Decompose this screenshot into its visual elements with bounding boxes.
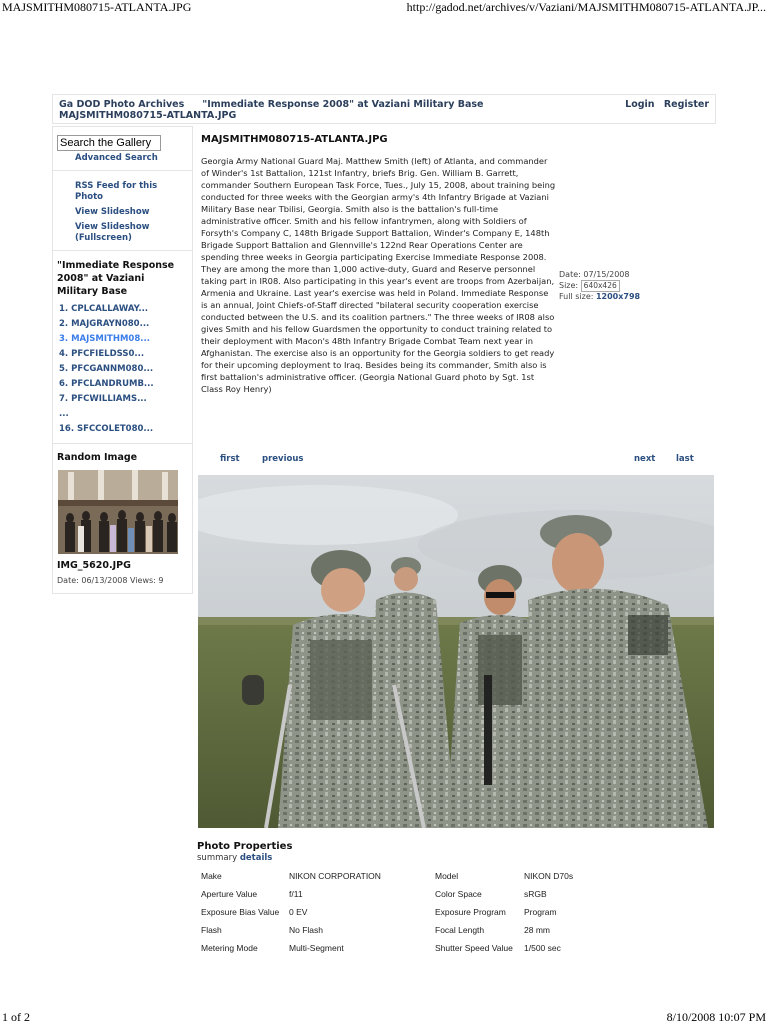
nav-first-link[interactable]: first [220,454,240,464]
property-key: Focal Length [435,925,485,935]
album-item[interactable]: 4. PFCFIELDSS0... [59,349,145,359]
size-label: Size: [559,281,579,290]
property-value: sRGB [524,889,547,899]
photo-title: MAJSMITHM080715-ATLANTA.JPG [201,134,388,145]
photo-properties-tabs [197,853,272,863]
search-block [52,126,193,171]
album-item[interactable]: 1. CPLCALLAWAY... [59,304,149,314]
view-slideshow-link[interactable]: View Slideshow [75,207,150,217]
property-value: Program [524,907,557,917]
search-input[interactable] [57,135,161,151]
nav-previous-link[interactable]: previous [262,454,304,464]
random-image-meta: Date: 06/13/2008 Views: 9 [57,576,164,585]
tab-details[interactable]: details [239,853,273,863]
album-item[interactable]: 6. PFCLANDRUMB... [59,379,154,389]
property-key: Flash [201,925,222,935]
advanced-search-link[interactable]: Advanced Search [75,153,158,163]
photo-date: Date: 07/15/2008 [559,270,630,279]
property-value: 1/500 sec [524,943,561,953]
full-size-label: Full size: [559,292,594,301]
property-value: NIKON D70s [524,871,574,881]
sidebar [52,126,193,594]
photo-size [559,280,640,292]
property-value: No Flash [289,925,324,935]
login-link[interactable]: Login [625,99,655,110]
property-key: Exposure Bias Value [201,907,280,917]
property-key: Model [435,871,459,881]
property-value: 0 EV [289,907,308,917]
breadcrumb [59,99,599,121]
photo-properties-table [199,867,586,957]
table-row [199,867,586,885]
album-item[interactable]: 7. PFCWILLIAMS... [59,394,147,404]
photo-full-size [559,292,640,302]
register-link[interactable]: Register [663,99,709,110]
photo-description: Georgia Army National Guard Maj. Matthew Smith (left) of Atlanta, and commander of Winder's 1st Battalion, 121st Infantry, briefs Brig. Gen. William B. Garrett, commander Southern European Task Force, Tues., July 15, 2008, about training being conducted for three weeks with the Georgian army's 4th Infantry Brigade at Vaziani Military Base near Tbilisi, Georgia. Smith also is the battalion's full-time administrative officer. Smith and his fellow infantrymen, along with Soldiers of Forsyth's Company C, 148th Brigade Support Battalion, Winder's Company E, 148th Brigade Support Battalion and Glennville's 122nd Rear Operations Center are spending three weeks in Georgia participating Exercise Immediate Response 2008. They are among the more than 1,000 active-duty, Guard and Reserve personnel taking part in IR08. Also participating in this year's event are troops from Azerbaijan, Armenia and Ukraine. Last year's exercise was held in Poland. Immediate Response is an annual, Joint Chiefs-of-Staff directed "bilateral security cooperation exercise conducted between the U.S. and its coalition partners." The three weeks of IR08 also gives Smith and his fellow Guardsmen the opportunity to conduct training related to their deployment with Macon's 48th Infantry Brigade Combat Team next year in Afghanistan. The exercise also is an opportunity for the Georgia soldiers to get ready for their upcoming deployment to Iraq. Besides being its commander, Smith also is first battalion's administrative officer. (Georgia National Guard photo by Sgt. 1st Class Roy Henry) [201,156,556,394]
nav-last-link[interactable]: last [676,454,694,464]
property-key: Make [201,871,222,881]
album-item[interactable]: 5. PFCGANNM080... [59,364,154,374]
property-key: Shutter Speed Value [435,943,513,953]
album-item[interactable]: 2. MAJGRAYN080... [59,319,150,329]
album-ellipsis: ... [59,409,69,419]
print-header-url: http://gadod.net/archives/v/Vaziani/MAJSMITHM080715-ATLANTA.JP... [406,0,766,14]
main-photo[interactable] [198,475,714,828]
property-key: Exposure Program [435,907,506,917]
photo-properties-title: Photo Properties [197,841,293,852]
random-image-title: Random Image [57,452,138,463]
album-item-current[interactable]: 3. MAJSMITHM08... [59,334,150,344]
print-footer-page: 1 of 2 [2,1010,30,1024]
property-value: f/11 [289,889,303,899]
full-size-link[interactable]: 1200x798 [595,292,641,301]
property-key: Metering Mode [201,943,258,953]
print-footer-datetime: 8/10/2008 10:07 PM [666,1010,766,1024]
actions-block [52,171,193,251]
gallery-header [52,94,716,124]
breadcrumb-home[interactable]: Ga DOD Photo Archives [59,99,185,110]
breadcrumb-album[interactable]: "Immediate Response 2008" at Vaziani Military Base [202,99,484,110]
album-block [52,251,193,444]
rss-feed-link[interactable]: RSS Feed for this Photo [75,181,158,202]
album-title: "Immediate Response 2008" at Vaziani Military Base [57,260,175,297]
property-value: Multi-Segment [289,943,344,953]
property-key: Color Space [435,889,482,899]
property-value: 28 mm [524,925,550,935]
size-select[interactable]: 640x426 [581,280,620,292]
property-value: NIKON CORPORATION [289,871,381,881]
table-row [199,885,586,903]
table-row [199,921,586,939]
tab-summary[interactable]: summary [197,853,238,863]
table-row [199,939,586,957]
random-image-name[interactable]: IMG_5620.JPG [57,560,131,571]
album-item[interactable]: 16. SFCCOLET080... [59,424,154,434]
auth-links [619,99,709,110]
album-list [57,302,188,437]
view-slideshow-fullscreen-link[interactable]: View Slideshow (Fullscreen) [75,222,150,243]
nav-next-link[interactable]: next [634,454,656,464]
random-image-block [52,444,193,594]
breadcrumb-current: MAJSMITHM080715-ATLANTA.JPG [59,110,237,121]
random-image-thumbnail[interactable] [58,470,178,554]
print-header-title: MAJSMITHM080715-ATLANTA.JPG [2,0,192,14]
photo-side-meta [559,270,640,302]
table-row [199,903,586,921]
property-key: Aperture Value [201,889,258,899]
